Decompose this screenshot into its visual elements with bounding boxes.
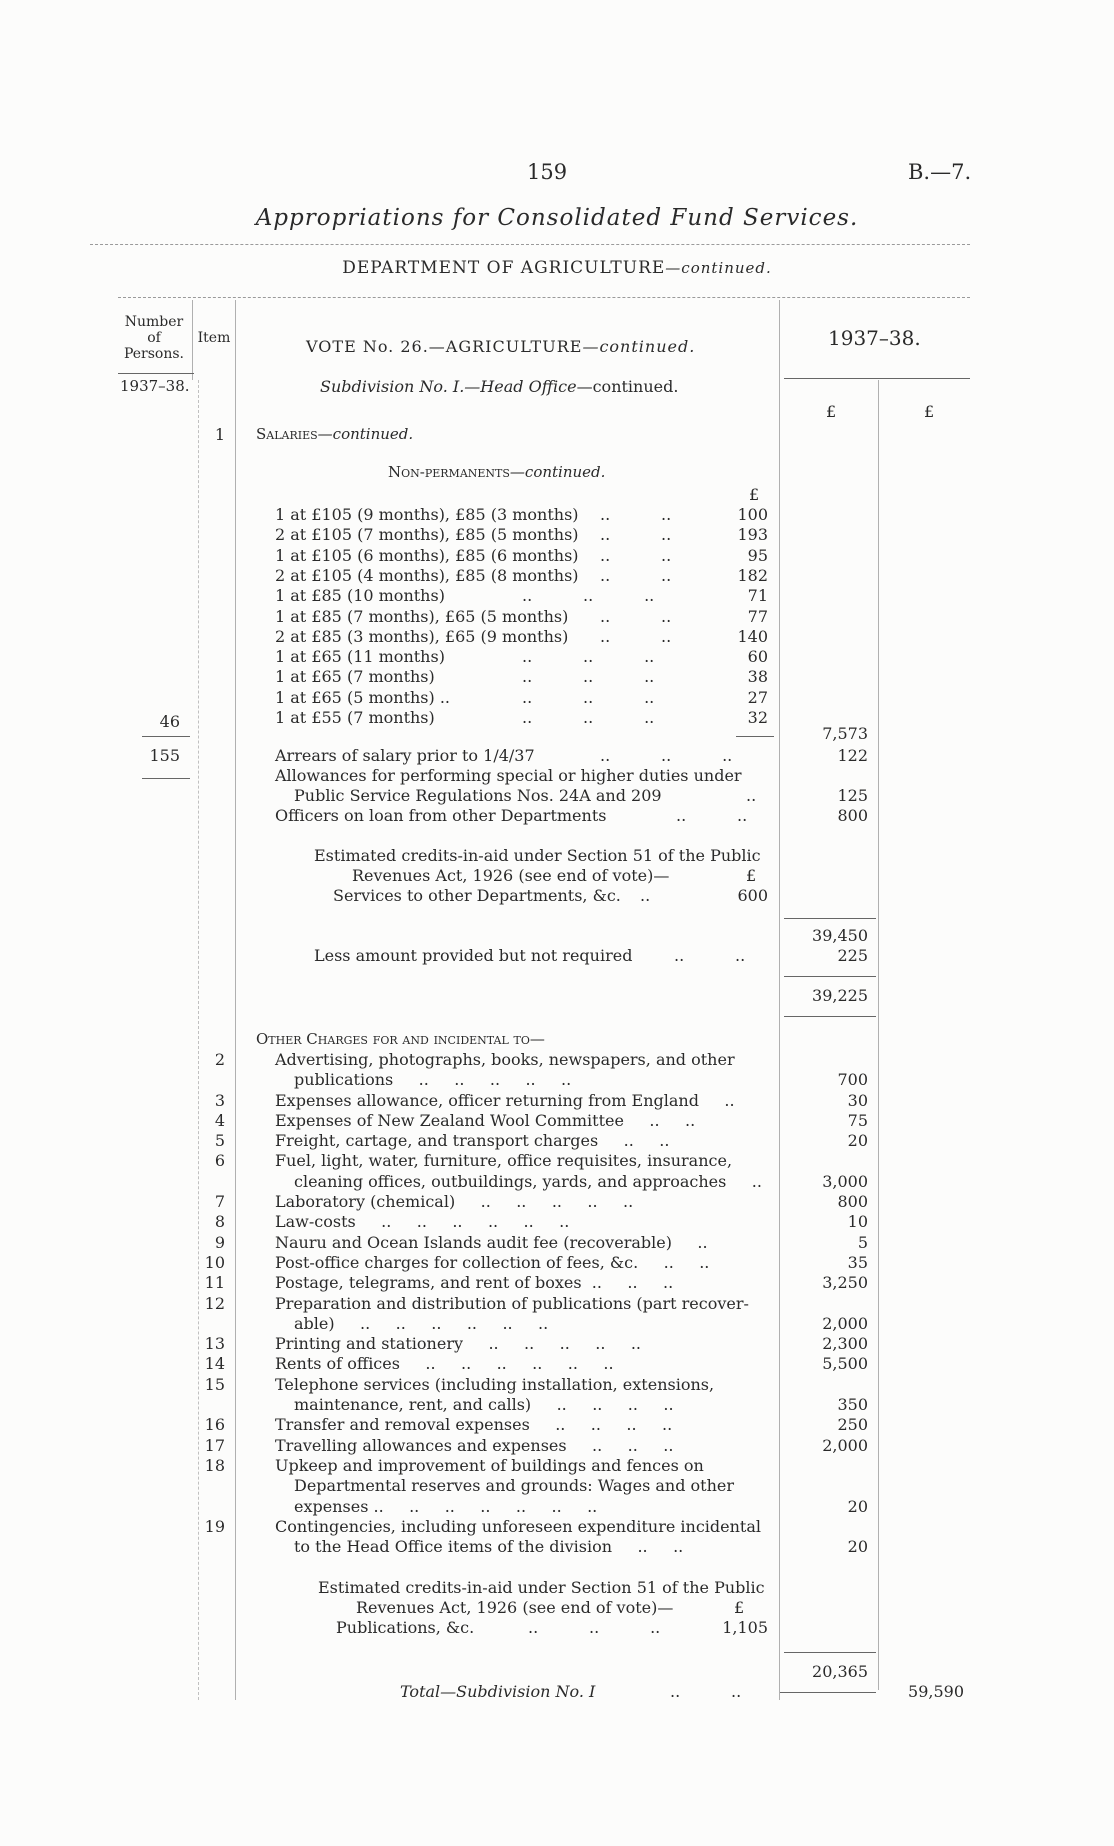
salaries-total-rule <box>784 918 876 919</box>
salaries-credits-line-2: Revenues Act, 1926 (see end of vote)— <box>352 866 670 885</box>
non-permanent-amount: 182 <box>737 566 768 585</box>
other-charge-text: Contingencies, including unforeseen expenditure incidental <box>275 1517 761 1536</box>
persons-count-155: 155 <box>149 746 180 765</box>
other-charges-heading: Other Charges for and incidental to— <box>256 1030 545 1048</box>
less-dots: .. .. <box>674 946 746 965</box>
non-permanent-amount: 38 <box>747 667 768 686</box>
other-charge-amount: 250 <box>837 1415 868 1434</box>
other-charge-item-number: 8 <box>214 1212 225 1231</box>
salaries-heading <box>256 425 413 443</box>
other-charge-text: publications .. .. .. .. .. <box>294 1070 572 1089</box>
other-charge-text: Printing and stationery .. .. .. .. .. <box>275 1334 642 1353</box>
subtotal-rule <box>736 736 774 737</box>
other-charge-text: Nauru and Ocean Islands audit fee (recoverable) .. <box>275 1233 708 1252</box>
other-charges-total: 20,365 <box>812 1662 868 1681</box>
department-name: DEPARTMENT OF AGRICULTURE <box>342 258 666 278</box>
non-permanent-text: 1 at £55 (7 months) <box>275 708 435 727</box>
non-permanents-suffix: —continued. <box>509 463 606 481</box>
less-text: Less amount provided but not required <box>314 946 633 965</box>
other-charge-text: Preparation and distribution of publications (part recover- <box>275 1294 749 1313</box>
arrears-dots: .. .. .. <box>600 746 733 765</box>
persons-count-46: 46 <box>159 712 180 731</box>
other-charge-item-number: 7 <box>214 1192 225 1211</box>
other-charge-item-number: 2 <box>214 1050 225 1069</box>
other-charge-amount: 75 <box>847 1111 868 1130</box>
other-charge-text: Departmental reserves and grounds: Wages and other <box>294 1476 735 1495</box>
non-permanent-amount: 100 <box>737 505 768 524</box>
salaries-credits-amount: 600 <box>737 886 768 905</box>
other-charge-item-number: 15 <box>204 1375 225 1394</box>
non-permanent-dots: .. .. <box>600 505 672 524</box>
col-divider-left <box>198 380 199 1700</box>
other-charge-amount: 2,300 <box>822 1334 868 1353</box>
other-charge-item-number: 16 <box>204 1415 225 1434</box>
other-charge-item-number: 11 <box>204 1273 225 1292</box>
non-permanent-text: 1 at £65 (7 months) <box>275 667 435 686</box>
non-permanent-dots: .. .. .. <box>522 688 655 707</box>
non-permanent-text: 1 at £65 (11 months) <box>275 647 445 666</box>
other-charge-amount: 700 <box>837 1070 868 1089</box>
pound-sign-col1: £ <box>826 402 837 421</box>
other-charge-item-number: 5 <box>214 1131 225 1150</box>
less-amount: 225 <box>837 946 868 965</box>
other-charge-text: Laboratory (chemical) .. .. .. .. .. <box>275 1192 634 1211</box>
net-rule-top <box>784 976 876 977</box>
non-permanent-amount: 77 <box>747 607 768 626</box>
other-charge-text: Law-costs .. .. .. .. .. .. <box>275 1212 570 1231</box>
allowances-line-1: Allowances for performing special or higher duties under <box>275 766 742 785</box>
non-permanent-dots: .. .. <box>600 566 672 585</box>
other-charge-amount: 20 <box>847 1131 868 1150</box>
col-divider-subtotal <box>878 380 879 1690</box>
other-charge-text: Expenses allowance, officer returning from England .. <box>275 1091 735 1110</box>
persons-46-rule <box>142 736 190 737</box>
non-permanent-amount: 60 <box>747 647 768 666</box>
other-charge-text: expenses .. .. .. .. .. .. .. <box>294 1497 598 1516</box>
other-charge-text: cleaning offices, outbuildings, yards, and approaches .. <box>294 1172 762 1191</box>
department-suffix: —continued. <box>665 259 772 277</box>
non-permanent-dots: .. .. <box>600 525 672 544</box>
vote-heading <box>306 337 695 356</box>
non-permanent-text: 2 at £105 (4 months), £85 (8 months) <box>275 566 579 585</box>
oc-total-rule <box>784 1652 876 1653</box>
oc-credits-line-2: Revenues Act, 1926 (see end of vote)— <box>356 1598 674 1617</box>
loan-amount: 800 <box>837 806 868 825</box>
persons-155-rule <box>142 778 190 779</box>
oc-credits-dots: .. .. .. <box>528 1618 661 1637</box>
other-charge-item-number: 13 <box>204 1334 225 1353</box>
other-charge-item-number: 12 <box>204 1294 225 1313</box>
net-rule-bottom <box>784 1016 876 1017</box>
non-permanent-dots: .. .. .. <box>522 708 655 727</box>
non-permanent-amount: 193 <box>737 525 768 544</box>
allowances-dots: .. <box>746 786 757 805</box>
other-charge-item-number: 19 <box>204 1517 225 1536</box>
other-charge-amount: 5 <box>857 1233 868 1252</box>
other-charge-amount: 30 <box>847 1091 868 1110</box>
other-charge-amount: 5,500 <box>822 1354 868 1373</box>
persons-year-rule-top <box>118 373 194 374</box>
arrears-amount: 122 <box>837 746 868 765</box>
other-charge-item-number: 10 <box>204 1253 225 1272</box>
non-permanent-amount: 95 <box>747 546 768 565</box>
oc-credits-pound: £ <box>734 1598 745 1617</box>
other-charge-text: able) .. .. .. .. .. .. <box>294 1314 549 1333</box>
other-charge-amount: 3,000 <box>822 1172 868 1191</box>
oc-credits-amount: 1,105 <box>722 1618 768 1637</box>
other-charge-text: Advertising, photographs, books, newspapers, and other <box>275 1050 735 1069</box>
salaries-credits-dots: .. <box>640 886 651 905</box>
salaries-credits-pound: £ <box>746 866 757 885</box>
non-permanent-text: 1 at £105 (6 months), £85 (6 months) <box>275 546 579 565</box>
document-reference: B.—7. <box>908 160 972 184</box>
non-permanent-dots: .. .. .. <box>522 647 655 666</box>
subdivision-title: Subdivision No. I.—Head Office <box>320 377 577 396</box>
other-charge-amount: 35 <box>847 1253 868 1272</box>
non-permanent-amount: 140 <box>737 627 768 646</box>
persons-46-subtotal: 7,573 <box>822 724 868 743</box>
loan-text: Officers on loan from other Departments <box>275 806 607 825</box>
vote-suffix: —continued. <box>582 337 696 356</box>
other-charge-amount: 20 <box>847 1537 868 1556</box>
non-permanent-text: 1 at £65 (5 months) .. <box>275 688 451 707</box>
other-charge-item-number: 3 <box>214 1091 225 1110</box>
other-charge-text: Rents of offices .. .. .. .. .. .. <box>275 1354 614 1373</box>
non-permanent-amount: 71 <box>747 586 768 605</box>
total-rule <box>780 1692 876 1693</box>
loan-dots: .. .. <box>676 806 748 825</box>
pound-sign-inner: £ <box>749 485 760 504</box>
other-charge-amount: 3,250 <box>822 1273 868 1292</box>
other-charge-text: Post-office charges for collection of fees, &c. .. .. <box>275 1253 710 1272</box>
other-charge-text: Telephone services (including installation, extensions, <box>275 1375 715 1394</box>
non-permanents-label: Non-permanents <box>388 463 510 481</box>
non-permanent-dots: .. .. .. <box>522 586 655 605</box>
other-charge-text: Freight, cartage, and transport charges .. .. <box>275 1131 670 1150</box>
other-charge-text: Transfer and removal expenses .. .. .. .. <box>275 1415 673 1434</box>
other-charge-item-number: 17 <box>204 1436 225 1455</box>
allowances-line-2: Public Service Regulations Nos. 24A and 209 <box>294 786 662 805</box>
non-permanent-dots: .. .. <box>600 627 672 646</box>
col-divider-item <box>235 300 236 1700</box>
col-header-item: Item <box>197 330 231 346</box>
non-permanent-text: 1 at £85 (7 months), £65 (5 months) <box>275 607 569 626</box>
other-charge-item-number: 4 <box>214 1111 225 1130</box>
other-charge-text: Expenses of New Zealand Wool Committee .. .. <box>275 1111 696 1130</box>
other-charge-item-number: 9 <box>214 1233 225 1252</box>
other-charge-text: to the Head Office items of the division .. .. <box>294 1537 684 1556</box>
vote-title: VOTE No. 26.—AGRICULTURE <box>306 337 583 356</box>
total-subdivision-label: Total—Subdivision No. I <box>400 1682 596 1701</box>
other-charge-text: Travelling allowances and expenses .. .. .. <box>275 1436 674 1455</box>
item-number: 1 <box>214 425 225 444</box>
non-permanent-amount: 27 <box>747 688 768 707</box>
col-divider-persons <box>192 300 193 380</box>
page-title: Appropriations for Consolidated Fund Services. <box>255 205 859 231</box>
non-permanent-text: 2 at £85 (3 months), £65 (9 months) <box>275 627 569 646</box>
title-rule <box>90 244 970 245</box>
oc-credits-line-1: Estimated credits-in-aid under Section 51 of the Public <box>318 1578 765 1597</box>
pound-sign-col2: £ <box>924 402 935 421</box>
non-permanent-dots: .. .. <box>600 546 672 565</box>
year-underline <box>784 378 970 379</box>
non-permanents-heading <box>388 463 605 481</box>
other-charge-amount: 2,000 <box>822 1314 868 1333</box>
col-header-persons: Number of Persons. <box>123 314 185 362</box>
other-charge-text: Postage, telegrams, and rent of boxes .. .. .. <box>275 1273 674 1292</box>
non-permanent-text: 2 at £105 (7 months), £85 (5 months) <box>275 525 579 544</box>
other-charge-text: Upkeep and improvement of buildings and fences on <box>275 1456 704 1475</box>
other-charge-item-number: 6 <box>214 1151 225 1170</box>
non-permanent-dots: .. .. <box>600 607 672 626</box>
other-charge-amount: 2,000 <box>822 1436 868 1455</box>
header-rule <box>118 297 970 298</box>
subdivision-heading <box>320 377 678 396</box>
other-charge-item-number: 14 <box>204 1354 225 1373</box>
allowances-amount: 125 <box>837 786 868 805</box>
total-subdivision-dots: .. .. <box>670 1682 742 1701</box>
other-charge-amount: 800 <box>837 1192 868 1211</box>
salaries-suffix: —continued. <box>317 425 414 443</box>
persons-year: 1937–38. <box>120 377 190 395</box>
non-permanent-text: 1 at £85 (10 months) <box>275 586 445 605</box>
non-permanent-dots: .. .. .. <box>522 667 655 686</box>
department-heading <box>0 258 1114 278</box>
other-charge-amount: 350 <box>837 1395 868 1414</box>
salaries-credits-line-3: Services to other Departments, &c. <box>333 886 621 905</box>
non-permanent-text: 1 at £105 (9 months), £85 (3 months) <box>275 505 579 524</box>
oc-credits-line-3: Publications, &c. <box>336 1618 475 1637</box>
subdivision-suffix: —continued. <box>576 377 679 396</box>
salaries-credits-line-1: Estimated credits-in-aid under Section 51 of the Public <box>314 846 761 865</box>
salaries-label: Salaries <box>256 425 318 443</box>
page-number: 159 <box>527 160 568 184</box>
salaries-net: 39,225 <box>812 986 868 1005</box>
other-charge-amount: 20 <box>847 1497 868 1516</box>
year-heading: 1937–38. <box>828 326 921 350</box>
other-charge-text: maintenance, rent, and calls) .. .. .. .. <box>294 1395 674 1414</box>
other-charge-text: Fuel, light, water, furniture, office requisites, insurance, <box>275 1151 733 1170</box>
arrears-text: Arrears of salary prior to 1/4/37 <box>275 746 535 765</box>
other-charge-amount: 10 <box>847 1212 868 1231</box>
other-charge-item-number: 18 <box>204 1456 225 1475</box>
salaries-total: 39,450 <box>812 926 868 945</box>
grand-total: 59,590 <box>908 1682 964 1701</box>
non-permanent-amount: 32 <box>747 708 768 727</box>
